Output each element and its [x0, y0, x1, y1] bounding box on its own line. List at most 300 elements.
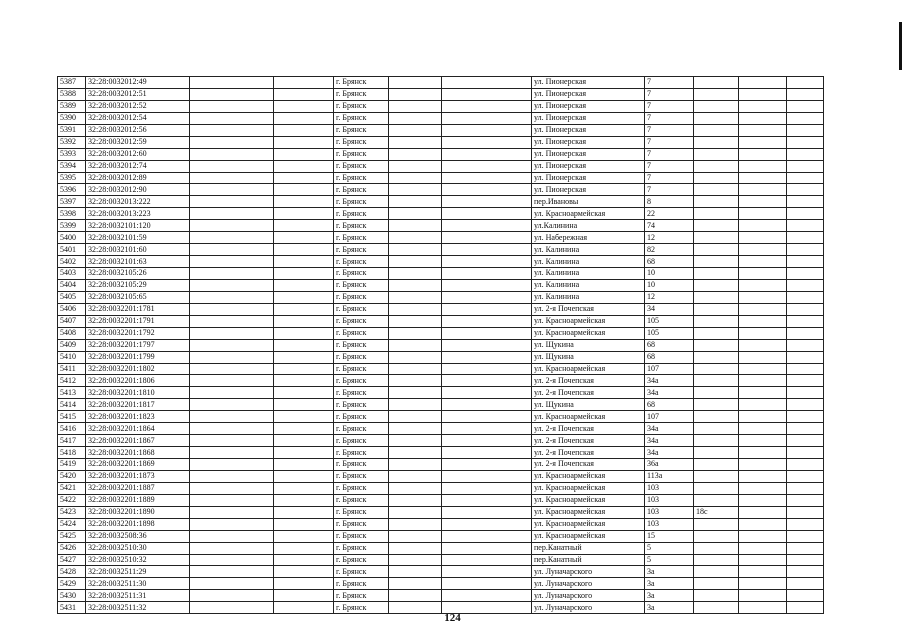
cell-record-number: 5390 — [58, 112, 86, 124]
table-row — [58, 375, 824, 387]
cell-empty — [389, 459, 442, 471]
cell-record-number: 5429 — [58, 578, 86, 590]
cell-empty — [190, 363, 274, 375]
cell-record-number: 5388 — [58, 88, 86, 100]
cell-building — [694, 172, 739, 184]
cell-cadastral-number: 32:28:0032201:1817 — [86, 399, 190, 411]
cell-empty — [787, 268, 824, 280]
cell-empty — [389, 447, 442, 459]
cell-empty — [739, 148, 787, 160]
cell-street: ул. Щукина — [532, 351, 645, 363]
cell-empty — [442, 256, 532, 268]
cell-cadastral-number: 32:28:0032508:36 — [86, 530, 190, 542]
cell-cadastral-number: 32:28:0032012:59 — [86, 136, 190, 148]
cell-cadastral-number: 32:28:0032013:222 — [86, 196, 190, 208]
cell-empty — [442, 530, 532, 542]
cell-empty — [442, 315, 532, 327]
cell-empty — [787, 208, 824, 220]
cell-empty — [787, 232, 824, 244]
table-row — [58, 566, 824, 578]
cell-building — [694, 315, 739, 327]
cell-empty — [787, 172, 824, 184]
cell-house-number: 3а — [645, 602, 694, 614]
cell-empty — [739, 566, 787, 578]
table-row — [58, 196, 824, 208]
cell-empty — [190, 184, 274, 196]
cell-cadastral-number: 32:28:0032101:63 — [86, 256, 190, 268]
cell-empty — [274, 518, 334, 530]
cell-record-number: 5431 — [58, 602, 86, 614]
table-row — [58, 518, 824, 530]
cell-city: г. Брянск — [334, 232, 389, 244]
cell-empty — [274, 172, 334, 184]
cell-city: г. Брянск — [334, 100, 389, 112]
cell-building — [694, 494, 739, 506]
cell-cadastral-number: 32:28:0032201:1867 — [86, 435, 190, 447]
cell-house-number: 34а — [645, 447, 694, 459]
cell-record-number: 5430 — [58, 590, 86, 602]
cell-empty — [787, 327, 824, 339]
cell-empty — [274, 160, 334, 172]
cell-empty — [389, 482, 442, 494]
cell-street: пер.Канатный — [532, 554, 645, 566]
page-number: 124 — [444, 612, 461, 624]
cell-record-number: 5394 — [58, 160, 86, 172]
cell-house-number: 3а — [645, 590, 694, 602]
cell-empty — [739, 506, 787, 518]
cell-cadastral-number: 32:28:0032201:1898 — [86, 518, 190, 530]
cell-building — [694, 399, 739, 411]
table-row — [58, 542, 824, 554]
cell-cadastral-number: 32:28:0032511:30 — [86, 578, 190, 590]
cell-empty — [787, 291, 824, 303]
cell-city: г. Брянск — [334, 112, 389, 124]
cell-house-number: 7 — [645, 172, 694, 184]
cell-house-number: 103 — [645, 494, 694, 506]
cell-city: г. Брянск — [334, 136, 389, 148]
cell-empty — [787, 363, 824, 375]
cell-city: г. Брянск — [334, 554, 389, 566]
cell-empty — [442, 100, 532, 112]
cell-empty — [787, 578, 824, 590]
cell-empty — [739, 327, 787, 339]
table-row — [58, 351, 824, 363]
cell-empty — [787, 566, 824, 578]
cell-building — [694, 208, 739, 220]
cell-empty — [787, 435, 824, 447]
cell-building — [694, 423, 739, 435]
cell-empty — [739, 339, 787, 351]
table-row — [58, 88, 824, 100]
cell-empty — [739, 363, 787, 375]
cell-city: г. Брянск — [334, 315, 389, 327]
table-row — [58, 303, 824, 315]
cell-empty — [389, 363, 442, 375]
cell-house-number: 7 — [645, 88, 694, 100]
cell-house-number: 7 — [645, 148, 694, 160]
cell-empty — [739, 375, 787, 387]
cell-empty — [190, 411, 274, 423]
cell-building — [694, 124, 739, 136]
table-row — [58, 423, 824, 435]
cell-empty — [442, 327, 532, 339]
cell-empty — [787, 494, 824, 506]
cell-record-number: 5417 — [58, 435, 86, 447]
cell-empty — [389, 554, 442, 566]
cell-city: г. Брянск — [334, 268, 389, 280]
cell-empty — [274, 482, 334, 494]
cell-street: ул. Калинина — [532, 244, 645, 256]
table-row — [58, 327, 824, 339]
table-row — [58, 482, 824, 494]
table-row — [58, 208, 824, 220]
cell-house-number: 22 — [645, 208, 694, 220]
cell-empty — [274, 411, 334, 423]
cell-empty — [739, 578, 787, 590]
cell-record-number: 5411 — [58, 363, 86, 375]
cell-building — [694, 148, 739, 160]
cell-empty — [389, 232, 442, 244]
cell-cadastral-number: 32:28:0032511:31 — [86, 590, 190, 602]
cell-building — [694, 578, 739, 590]
cell-record-number: 5419 — [58, 459, 86, 471]
cell-house-number: 15 — [645, 530, 694, 542]
cell-empty — [739, 196, 787, 208]
cell-street: ул.Калинина — [532, 220, 645, 232]
cell-house-number: 7 — [645, 184, 694, 196]
cell-city: г. Брянск — [334, 399, 389, 411]
cell-record-number: 5389 — [58, 100, 86, 112]
cell-empty — [190, 435, 274, 447]
cell-empty — [190, 315, 274, 327]
cell-cadastral-number: 32:28:0032105:65 — [86, 291, 190, 303]
cell-street: ул. Красноармейская — [532, 470, 645, 482]
cell-cadastral-number: 32:28:0032012:89 — [86, 172, 190, 184]
cell-city: г. Брянск — [334, 411, 389, 423]
table-row — [58, 291, 824, 303]
cell-empty — [274, 315, 334, 327]
table-row — [58, 447, 824, 459]
cell-empty — [442, 566, 532, 578]
cell-city: г. Брянск — [334, 470, 389, 482]
cell-empty — [787, 506, 824, 518]
cell-house-number: 10 — [645, 268, 694, 280]
cell-empty — [442, 482, 532, 494]
cell-empty — [442, 279, 532, 291]
cell-cadastral-number: 32:28:0032201:1890 — [86, 506, 190, 518]
cell-record-number: 5404 — [58, 279, 86, 291]
cell-empty — [274, 554, 334, 566]
cell-empty — [190, 375, 274, 387]
cell-empty — [442, 136, 532, 148]
cell-cadastral-number: 32:28:0032511:29 — [86, 566, 190, 578]
cell-record-number: 5423 — [58, 506, 86, 518]
cell-empty — [389, 375, 442, 387]
cell-record-number: 5416 — [58, 423, 86, 435]
cell-empty — [389, 244, 442, 256]
cell-building — [694, 339, 739, 351]
cell-empty — [739, 351, 787, 363]
cell-empty — [739, 184, 787, 196]
cell-cadastral-number: 32:28:0032012:54 — [86, 112, 190, 124]
cell-cadastral-number: 32:28:0032105:29 — [86, 279, 190, 291]
cell-empty — [787, 279, 824, 291]
cell-empty — [739, 112, 787, 124]
cell-city: г. Брянск — [334, 196, 389, 208]
cell-empty — [739, 411, 787, 423]
cell-empty — [190, 578, 274, 590]
cell-empty — [442, 375, 532, 387]
cell-street: пер.Канатный — [532, 542, 645, 554]
cell-street: ул. Пионерская — [532, 184, 645, 196]
cell-empty — [739, 590, 787, 602]
cell-record-number: 5399 — [58, 220, 86, 232]
table-row — [58, 112, 824, 124]
cell-record-number: 5405 — [58, 291, 86, 303]
cell-empty — [389, 435, 442, 447]
cell-empty — [190, 447, 274, 459]
cell-empty — [787, 220, 824, 232]
cell-empty — [274, 339, 334, 351]
table-row — [58, 578, 824, 590]
cell-empty — [274, 447, 334, 459]
cell-building — [694, 196, 739, 208]
cell-city: г. Брянск — [334, 375, 389, 387]
cell-street: ул. Пионерская — [532, 136, 645, 148]
cell-empty — [274, 327, 334, 339]
cell-empty — [442, 77, 532, 89]
cell-empty — [442, 303, 532, 315]
cell-building — [694, 160, 739, 172]
cell-building — [694, 482, 739, 494]
cell-street: ул. 2-я Почепская — [532, 375, 645, 387]
cell-empty — [389, 339, 442, 351]
cell-record-number: 5421 — [58, 482, 86, 494]
cell-empty — [787, 387, 824, 399]
cell-empty — [442, 291, 532, 303]
cell-empty — [739, 542, 787, 554]
cell-record-number: 5392 — [58, 136, 86, 148]
table-row — [58, 590, 824, 602]
cell-record-number: 5401 — [58, 244, 86, 256]
cell-empty — [389, 100, 442, 112]
cell-house-number: 3а — [645, 578, 694, 590]
cell-street: ул. Пионерская — [532, 88, 645, 100]
cell-record-number: 5398 — [58, 208, 86, 220]
cell-empty — [787, 100, 824, 112]
cell-house-number: 68 — [645, 256, 694, 268]
cell-empty — [274, 88, 334, 100]
cell-record-number: 5393 — [58, 148, 86, 160]
cell-street: ул. Луначарского — [532, 602, 645, 614]
cell-house-number: 82 — [645, 244, 694, 256]
cell-empty — [389, 578, 442, 590]
cell-empty — [787, 136, 824, 148]
cell-house-number: 3а — [645, 566, 694, 578]
cell-building — [694, 459, 739, 471]
cell-empty — [190, 291, 274, 303]
cell-empty — [739, 279, 787, 291]
cell-empty — [190, 351, 274, 363]
cell-empty — [442, 351, 532, 363]
cell-house-number: 34а — [645, 387, 694, 399]
cell-empty — [190, 220, 274, 232]
cell-cadastral-number: 32:28:0032201:1806 — [86, 375, 190, 387]
cell-empty — [190, 423, 274, 435]
cell-empty — [190, 136, 274, 148]
cell-street: ул. Красноармейская — [532, 363, 645, 375]
cell-empty — [787, 447, 824, 459]
cell-cadastral-number: 32:28:0032101:59 — [86, 232, 190, 244]
cell-building: 18с — [694, 506, 739, 518]
cell-empty — [190, 339, 274, 351]
cell-building — [694, 387, 739, 399]
cell-empty — [389, 494, 442, 506]
cell-city: г. Брянск — [334, 578, 389, 590]
cell-record-number: 5409 — [58, 339, 86, 351]
cell-city: г. Брянск — [334, 387, 389, 399]
cell-house-number: 34а — [645, 375, 694, 387]
cell-empty — [274, 279, 334, 291]
cell-house-number: 34а — [645, 435, 694, 447]
cell-street: ул. Пионерская — [532, 160, 645, 172]
table-row — [58, 100, 824, 112]
cell-empty — [787, 148, 824, 160]
table-row — [58, 399, 824, 411]
cell-house-number: 105 — [645, 327, 694, 339]
property-registry-table — [57, 76, 824, 614]
cell-empty — [190, 100, 274, 112]
cell-city: г. Брянск — [334, 124, 389, 136]
table-row — [58, 530, 824, 542]
cell-empty — [274, 530, 334, 542]
cell-street: ул. Калинина — [532, 279, 645, 291]
cell-house-number: 7 — [645, 77, 694, 89]
cell-record-number: 5414 — [58, 399, 86, 411]
cell-empty — [389, 184, 442, 196]
table-row — [58, 77, 824, 89]
cell-city: г. Брянск — [334, 435, 389, 447]
cell-empty — [274, 470, 334, 482]
cell-empty — [787, 554, 824, 566]
cell-empty — [787, 351, 824, 363]
cell-record-number: 5426 — [58, 542, 86, 554]
cell-empty — [190, 530, 274, 542]
cell-empty — [442, 494, 532, 506]
table-row — [58, 256, 824, 268]
cell-empty — [274, 566, 334, 578]
cell-empty — [389, 279, 442, 291]
cell-empty — [389, 291, 442, 303]
cell-record-number: 5391 — [58, 124, 86, 136]
cell-empty — [274, 124, 334, 136]
cell-empty — [442, 148, 532, 160]
cell-empty — [274, 423, 334, 435]
cell-record-number: 5418 — [58, 447, 86, 459]
cell-empty — [739, 530, 787, 542]
cell-empty — [787, 339, 824, 351]
cell-empty — [274, 351, 334, 363]
cell-building — [694, 435, 739, 447]
cell-empty — [739, 77, 787, 89]
cell-empty — [739, 303, 787, 315]
cell-cadastral-number: 32:28:0032510:32 — [86, 554, 190, 566]
cell-empty — [274, 148, 334, 160]
cell-building — [694, 88, 739, 100]
table-row — [58, 124, 824, 136]
cell-house-number: 68 — [645, 399, 694, 411]
cell-cadastral-number: 32:28:0032201:1792 — [86, 327, 190, 339]
cell-empty — [739, 435, 787, 447]
cell-building — [694, 351, 739, 363]
cell-empty — [739, 482, 787, 494]
cell-empty — [442, 470, 532, 482]
cell-empty — [739, 268, 787, 280]
cell-empty — [389, 256, 442, 268]
cell-house-number: 34 — [645, 303, 694, 315]
cell-empty — [787, 256, 824, 268]
cell-empty — [389, 136, 442, 148]
cell-empty — [190, 232, 274, 244]
cell-empty — [739, 315, 787, 327]
cell-empty — [190, 542, 274, 554]
cell-empty — [389, 315, 442, 327]
cell-cadastral-number: 32:28:0032201:1781 — [86, 303, 190, 315]
cell-building — [694, 447, 739, 459]
cell-empty — [442, 160, 532, 172]
cell-empty — [739, 244, 787, 256]
table-row — [58, 184, 824, 196]
cell-empty — [739, 124, 787, 136]
cell-empty — [787, 530, 824, 542]
cell-cadastral-number: 32:28:0032201:1887 — [86, 482, 190, 494]
cell-city: г. Брянск — [334, 148, 389, 160]
cell-empty — [274, 578, 334, 590]
cell-empty — [274, 196, 334, 208]
cell-empty — [442, 542, 532, 554]
cell-building — [694, 232, 739, 244]
cell-empty — [190, 518, 274, 530]
cell-building — [694, 100, 739, 112]
cell-cadastral-number: 32:28:0032201:1797 — [86, 339, 190, 351]
cell-city: г. Брянск — [334, 339, 389, 351]
cell-building — [694, 554, 739, 566]
cell-city: г. Брянск — [334, 518, 389, 530]
cell-empty — [190, 172, 274, 184]
cell-empty — [389, 172, 442, 184]
cell-cadastral-number: 32:28:0032201:1799 — [86, 351, 190, 363]
cell-empty — [274, 136, 334, 148]
cell-street: ул. Калинина — [532, 268, 645, 280]
cell-empty — [190, 566, 274, 578]
cell-empty — [389, 530, 442, 542]
cell-street: ул. Пионерская — [532, 112, 645, 124]
cell-house-number: 103 — [645, 518, 694, 530]
cell-empty — [442, 590, 532, 602]
table-row — [58, 136, 824, 148]
cell-cadastral-number: 32:28:0032012:74 — [86, 160, 190, 172]
cell-empty — [442, 268, 532, 280]
cell-cadastral-number: 32:28:0032012:60 — [86, 148, 190, 160]
cell-cadastral-number: 32:28:0032012:51 — [86, 88, 190, 100]
cell-empty — [442, 112, 532, 124]
cell-empty — [274, 232, 334, 244]
cell-street: ул. Красноармейская — [532, 494, 645, 506]
cell-city: г. Брянск — [334, 542, 389, 554]
cell-empty — [190, 244, 274, 256]
cell-empty — [787, 411, 824, 423]
cell-empty — [442, 447, 532, 459]
